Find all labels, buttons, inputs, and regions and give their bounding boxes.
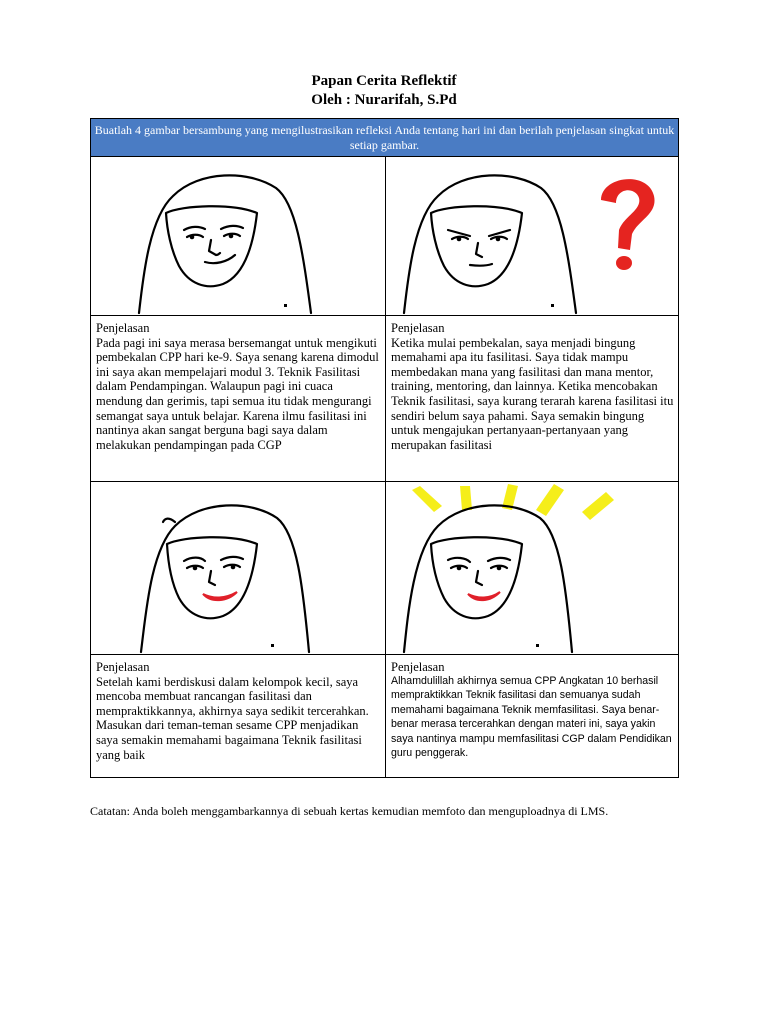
drawing-2 <box>386 158 678 315</box>
explanation-label: Penjelasan <box>96 660 150 674</box>
explanation-2 <box>386 316 678 481</box>
title: Papan Cerita Reflektif <box>311 73 457 89</box>
drawing-1 <box>91 158 385 315</box>
explanation-4 <box>386 655 678 779</box>
confused-face-drawing <box>386 158 678 315</box>
author: Oleh : Nurarifah, S.Pd <box>311 92 457 108</box>
explanation-label: Penjelasan <box>391 660 445 674</box>
enlightened-face-drawing <box>91 482 385 654</box>
explanation-text: Setelah kami berdiskusi dalam kelompok kecil, saya mencoba membuat rancangan fasilitasi dan mempraktikkannya, akhirnya saya sedikit tercerahkan. Masukan dari teman-teman sesame CPP menjadikan saya semakin memahami bagaimana Teknik fasilitasi yang baik <box>96 674 369 762</box>
explanation-1 <box>91 316 385 481</box>
explanation-text: Ketika mulai pembekalan, saya menjadi bingung memahami apa itu fasilitasi. Saya tidak mampu membedakan mana yang fasilitasi dan mana mentor, training, mentoring, dan lainnya. Ketika mencobakan Teknik fasilitasi, saya kurang terarah karena fasilitasi itu sendiri belum saya pahami. Saya semakin bingung untuk mengajukan pertanyaan-pertanyaan yang merupakan fasilitasi <box>391 335 674 452</box>
instruction-banner: Buatlah 4 gambar bersambung yang mengilustrasikan refleksi Anda tentang hari ini dan berilah penjelasan singkat untuk setiap gambar. <box>91 119 678 157</box>
smiling-face-drawing <box>91 158 385 315</box>
drawing-4 <box>386 482 678 654</box>
explanation-text: Pada pagi ini saya merasa bersemangat untuk mengikuti pembekalan CPP hari ke-9. Saya senang karena dimodul ini saya akan mempelajari modul 3. Teknik Fasilitasi dalam Pendampingan. Walaupun pagi ini cuaca mendung dan gerimis, tapi semua itu tidak mengurangi semangat saya untuk belajar. Karena ilmu fasilitasi ini nantinya akan sangat berguna bagi saya dalam melakukan pendampingan pada CGP <box>96 335 379 452</box>
page-title <box>0 72 768 110</box>
footnote: Catatan: Anda boleh menggambarkannya di sebuah kertas kemudian memfoto dan menguploadnya di LMS. <box>90 804 609 818</box>
light-rays-icon <box>412 484 614 520</box>
drawing-3 <box>91 482 385 654</box>
explanation-3 <box>91 655 385 779</box>
enlightened-face-with-rays-drawing <box>386 482 678 654</box>
explanation-label: Penjelasan <box>391 321 445 335</box>
explanation-text: Alhamdulillah akhirnya semua CPP Angkatan 10 berhasil mempraktikkan Teknik fasilitasi dan semuanya sudah memahami bagaimana Teknik memfasilitasi. Saya benar-benar merasa tercerahkan dengan materi ini, saya yakin saya nantinya mampu memfasilitasi CGP dalam Pendidikan guru penggerak. <box>391 675 672 760</box>
question-mark-icon <box>601 179 655 270</box>
storyboard-table <box>90 118 679 778</box>
explanation-label: Penjelasan <box>96 321 150 335</box>
red-lips <box>468 592 500 600</box>
red-lips <box>203 592 237 600</box>
